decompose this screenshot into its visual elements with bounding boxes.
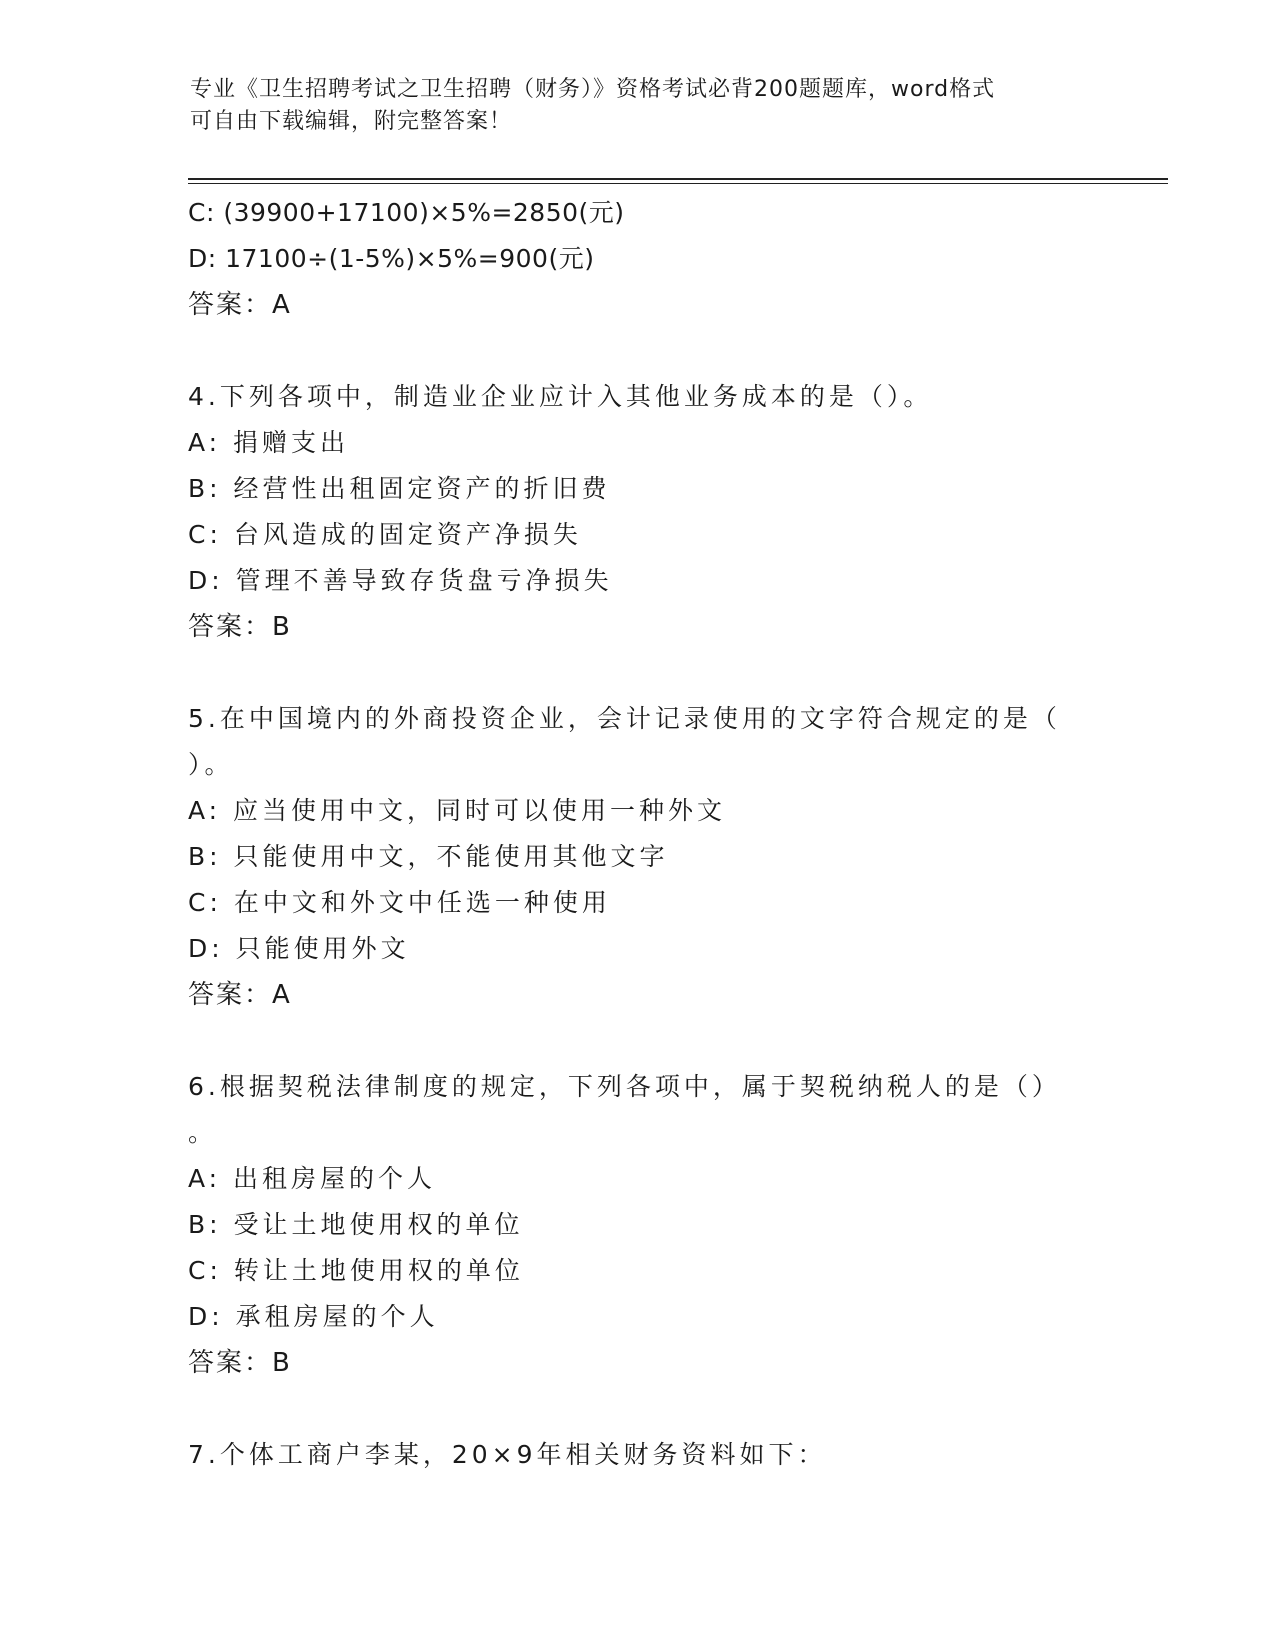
question-stem: 4.下列各项中，制造业企业应计入其他业务成本的是（）。 (188, 382, 933, 411)
spacer (188, 650, 1088, 696)
question-stem-continued: 。 (188, 1118, 218, 1147)
option-d: D: 只能使用外文 (188, 934, 410, 963)
option-c: C: (39900+17100)×5%=2850(元) (188, 198, 625, 227)
question-stem: 5.在中国境内的外商投资企业，会计记录使用的文字符合规定的是（ (188, 704, 1061, 733)
header-title-line-2: 可自由下载编辑，附完整答案！ (190, 109, 513, 134)
option-a: A: 出租房屋的个人 (188, 1164, 437, 1193)
question-stem: 7.个体工商户李某，20×9年相关财务资料如下： (188, 1440, 827, 1469)
answer-line: 答案：B (188, 1348, 292, 1378)
option-c: C: 转让土地使用权的单位 (188, 1256, 524, 1285)
header-divider-thin (188, 183, 1168, 184)
option-b: B: 经营性出租固定资产的折旧费 (188, 474, 611, 503)
option-d: D: 承租房屋的个人 (188, 1302, 439, 1331)
question-stem: 6.根据契税法律制度的规定，下列各项中，属于契税纳税人的是（） (188, 1072, 1061, 1101)
question-4 (188, 374, 1088, 650)
option-c: C: 台风造成的固定资产净损失 (188, 520, 582, 549)
document-header (190, 74, 1090, 138)
option-d: D: 管理不善导致存货盘亏净损失 (188, 566, 613, 595)
answer-line: 答案：A (188, 290, 292, 320)
question-7 (188, 1432, 1088, 1478)
option-b: B: 只能使用中文，不能使用其他文字 (188, 842, 669, 871)
question-5 (188, 696, 1088, 1018)
option-b: B: 受让土地使用权的单位 (188, 1210, 524, 1239)
answer-line: 答案：A (188, 980, 292, 1010)
header-divider-thick (188, 178, 1168, 180)
spacer (188, 1018, 1088, 1064)
option-a: A: 应当使用中文，同时可以使用一种外文 (188, 796, 727, 825)
answer-line: 答案：B (188, 612, 292, 642)
option-d: D: 17100÷(1-5%)×5%=900(元) (188, 244, 595, 273)
option-a: A: 捐赠支出 (188, 428, 350, 457)
question-6 (188, 1064, 1088, 1386)
question-content (188, 190, 1088, 1478)
spacer (188, 328, 1088, 374)
spacer (188, 1386, 1088, 1432)
header-title-line-1: 专业《卫生招聘考试之卫生招聘（财务）》资格考试必背200题题库，word格式 (190, 77, 996, 102)
question-stem-continued: ）。 (188, 750, 234, 779)
option-c: C: 在中文和外文中任选一种使用 (188, 888, 611, 917)
